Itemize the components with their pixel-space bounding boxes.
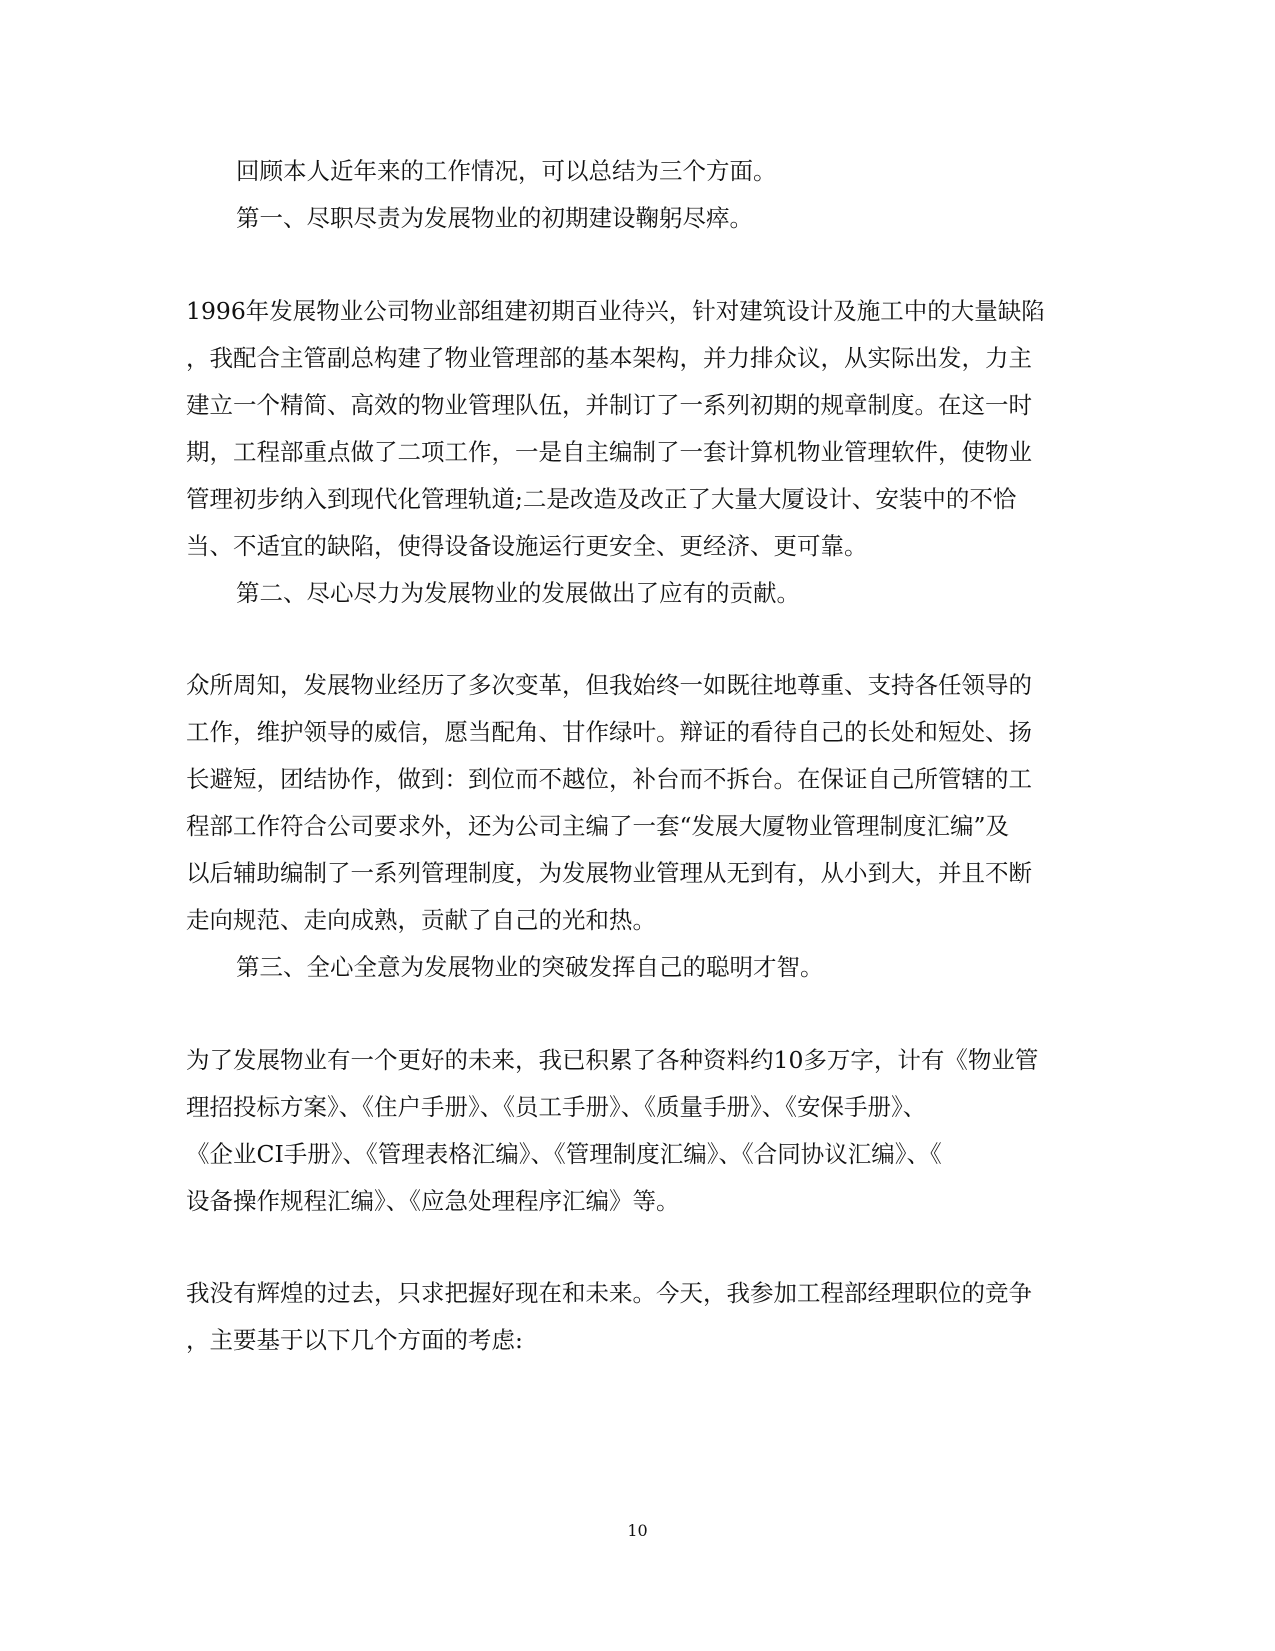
paragraph-line: 众所周知，发展物业经历了多次变革，但我始终一如既往地尊重、支持各任领导的 (186, 671, 1032, 699)
section-2-title: 第二、尽心尽力为发展物业的发展做出了应有的贡献。 (236, 579, 800, 607)
paragraph-line: 走向规范、走向成熟，贡献了自己的光和热。 (186, 906, 656, 934)
paragraph-line: 建立一个精简、高效的物业管理队伍，并制订了一系列初期的规章制度。在这一时 (186, 391, 1032, 419)
paragraph-line: 程部工作符合公司要求外，还为公司主编了一套“发展大厦物业管理制度汇编”及 (186, 812, 1010, 840)
paragraph-line: 工作，维护领导的威信，愿当配角、甘作绿叶。辩证的看待自己的长处和短处、扬 (186, 718, 1032, 746)
paragraph-line: 当、不适宜的缺陷，使得设备设施运行更安全、更经济、更可靠。 (186, 532, 868, 560)
paragraph-line: ，主要基于以下几个方面的考虑: (186, 1326, 523, 1354)
paragraph-line: 为了发展物业有一个更好的未来，我已积累了各种资料约10多万字，计有《物业管 (186, 1046, 1039, 1074)
paragraph-line: 设备操作规程汇编》、《应急处理程序汇编》等。 (186, 1187, 680, 1215)
paragraph-line: 长避短，团结协作，做到：到位而不越位，补台而不拆台。在保证自己所管辖的工 (186, 765, 1032, 793)
paragraph-line: 以后辅助编制了一系列管理制度，为发展物业管理从无到有，从小到大，并且不断 (186, 859, 1032, 887)
paragraph-line: 我没有辉煌的过去，只求把握好现在和未来。今天，我参加工程部经理职位的竞争 (186, 1279, 1032, 1307)
paragraph-line: 管理初步纳入到现代化管理轨道;二是改造及改正了大量大厦设计、安装中的不恰 (186, 485, 1017, 513)
page-number: 10 (627, 1521, 648, 1540)
paragraph-line: 期，工程部重点做了二项工作，一是自主编制了一套计算机物业管理软件，使物业 (186, 438, 1032, 466)
heading-line: 回顾本人近年来的工作情况，可以总结为三个方面。 (236, 157, 777, 185)
paragraph-line: 《企业CI手册》、《管理表格汇编》、《管理制度汇编》、《合同协议汇编》、《 (186, 1140, 942, 1168)
paragraph-line: 理招投标方案》、《住户手册》、《员工手册》、《质量手册》、《安保手册》、 (186, 1093, 927, 1121)
paragraph-line: 1996年发展物业公司物业部组建初期百业待兴，针对建筑设计及施工中的大量缺陷 (186, 297, 1045, 325)
section-3-title: 第三、全心全意为发展物业的突破发挥自己的聪明才智。 (236, 953, 824, 981)
section-1-title: 第一、尽职尽责为发展物业的初期建设鞠躬尽瘁。 (236, 204, 753, 232)
paragraph-line: ，我配合主管副总构建了物业管理部的基本架构，并力排众议，从实际出发，力主 (186, 344, 1032, 372)
